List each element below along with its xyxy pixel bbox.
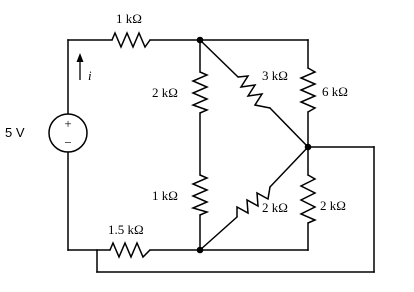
current-arrow-icon: [77, 53, 84, 80]
source-plus-sign: +: [64, 116, 72, 131]
label-resistor-diagonal-lower: 2 kΩ: [262, 200, 288, 215]
current-label: i: [88, 68, 92, 83]
resistor-bottom: [110, 243, 150, 257]
source-label: 5 V: [5, 125, 25, 140]
label-resistor-right-upper: 6 kΩ: [322, 84, 348, 99]
label-resistor-diagonal-upper: 3 kΩ: [262, 68, 288, 83]
source-minus-sign: −: [64, 135, 72, 150]
resistor-middle-upper: [193, 72, 207, 113]
resistor-right-lower: [301, 175, 315, 223]
resistor-right-upper: [301, 68, 315, 112]
label-resistor-middle-lower: 1 kΩ: [152, 188, 178, 203]
resistor-top: [112, 33, 150, 47]
label-resistor-bottom: 1.5 kΩ: [108, 222, 144, 237]
label-resistor-top: 1 kΩ: [116, 11, 142, 26]
label-resistor-middle-upper: 2 kΩ: [152, 85, 178, 100]
voltage-source: [49, 114, 87, 152]
wires: [68, 40, 374, 272]
resistor-middle-lower: [193, 175, 207, 215]
node-right: [305, 144, 312, 151]
node-bottom-middle: [197, 247, 204, 254]
label-resistor-right-lower: 2 kΩ: [320, 198, 346, 213]
node-top-middle: [197, 37, 204, 44]
